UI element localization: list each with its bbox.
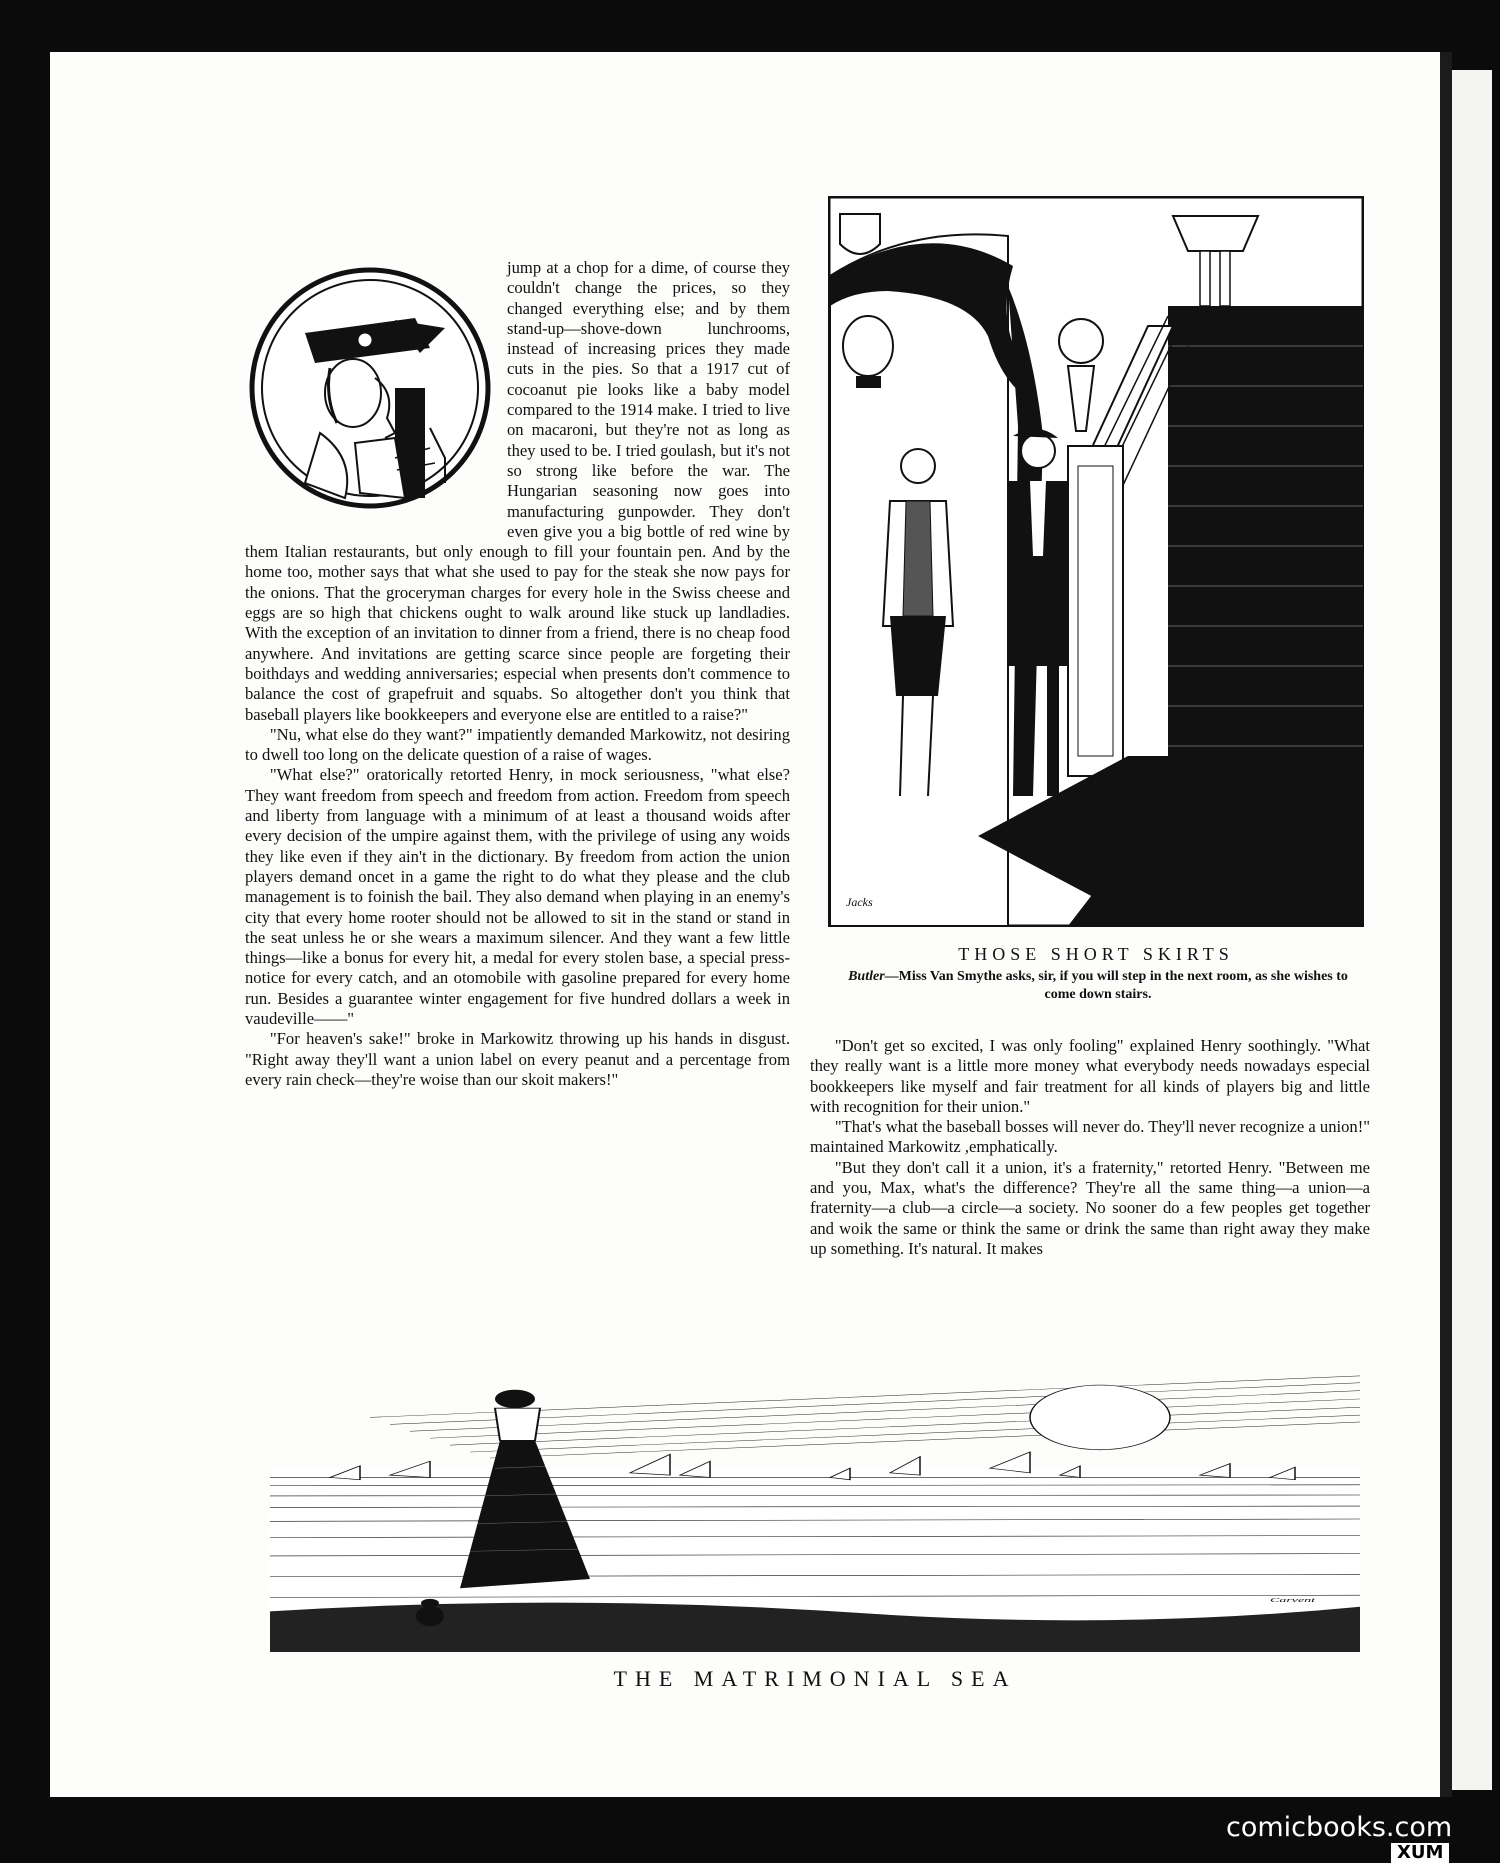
book-spine [1440,52,1452,1797]
matrimonial-sea-illustration [270,1362,1360,1652]
medallion-illustration [245,258,507,528]
short-skirts-caption [838,968,1358,1004]
skirts-signature: Jacks [846,895,873,909]
watermark-site: comicbooks.com [1226,1812,1453,1843]
paragraph-2: "Nu, what else do they want?" impatiently demanded Markowitz, not desiring to dwell too long on the delicate question of a raise of wages. [245,724,790,765]
sea-signature: Carvent [1270,1596,1316,1604]
watermark-tag: XUM [1391,1843,1449,1863]
right-paragraph-1: "Don't get so excited, I was only fooling" explained Henry soothingly. "What they really want is a little more money what everybody needs nowadays especial bookkeepers like myself and fair treatment for all kinds of players big and little with recognition for their union." [810,1036,1370,1116]
paragraph-1: jump at a chop for a dime, of course they couldn't change the prices, so they changed everything else; and by them stand-up—shove-down lunchrooms, instead of increasing prices they made cuts in the pies. So that a 1917 cut of cocoanut pie looks like a baby model compared to the 1914 make. I tried to live on macaroni, but they're not as long as they used to be. I tried goulash, but it's not so strong like before the war. The Hungarian seasoning now goes into manufacturing gunpowder. They don't even give you a big bottle of red wine by them Italian restaurants, but only enough to fill your fountain pen. And by the home too, mother says that what she used to pay for the steak she now pays for the onions. That the groceryman charges for every hole in the Swiss cheese and eggs are so high that chickens ought to walk around like stuck up landladies. With the exception of an invitation to dinner from a friend, there is no cheap food anywhere. And invitations are getting scarce since people are forgeting their boithdays and wedding anniversaries; especial when presents don't commence to balance the cost of grapefruit and squabs. So altogether don't you think that baseball players like bookkeepers and everyone else are entitled to a raise?" [245,258,790,724]
matrimonial-sea-title: THE MATRIMONIAL SEA [613,1666,1017,1691]
short-skirts-cartoon [828,196,1364,927]
paragraph-3: "What else?" oratorically retorted Henry, in mock seriousness, "what else? They want freedom from speech and freedom from action. Freedom from speech and liberty from language with a minimum of at least a thousand woids after every decision of the umpire against them, with the privilege of using any woids they like even if they ain't in the dictionary. By freedom from action the union players demand oncet in a game the right to do what they please and the club management is to foinish the bail. They also demand when playing in an enemy's city that every home rooter should not be allowed to sit in the stand or stand in the seat unless he or she wears a maximum silencer. And they want a few little things—like a bonus for every hit, a medal for every stolen base, a special press-notice for every catch, and an otomobile with gasoline prepared for every home run. Besides a guarantee winter engagement for five hundred dollars a week in vaudeville——" [245,765,790,1028]
right-column-text [810,1036,1370,1259]
medallion-portrait-image [245,258,495,528]
adjacent-page-edge [1452,70,1492,1790]
caption-dialogue: —Miss Van Smythe asks, sir, if you will step in the next room, as she wishes to come down stairs. [884,969,1348,1002]
caption-speaker: Butler [848,969,885,984]
paragraph-4: "For heaven's sake!" broke in Markowitz throwing up his hands in disgust. "Right away they'll want a union label on every peanut and a percentage from every rain check—they're woise than our skoit makers!" [245,1029,790,1089]
right-paragraph-2: "That's what the baseball bosses will never do. They'll never recognize a union!" maintained Markowitz ,emphatically. [810,1117,1370,1157]
right-paragraph-3: "But they don't call it a union, it's a fraternity," retorted Henry. "Between me and you, Max, what's the difference? They're all the same thing—a union—a fraternity—a club—a circle—a society. No sooner do a few peoples get together and woik the same or think the same or drink the same than right away they make up something. It's natural. It makes [810,1157,1370,1258]
text-top-spacer [245,198,790,258]
left-column-text [245,198,790,1090]
short-skirts-title: THOSE SHORT SKIRTS [958,944,1234,964]
